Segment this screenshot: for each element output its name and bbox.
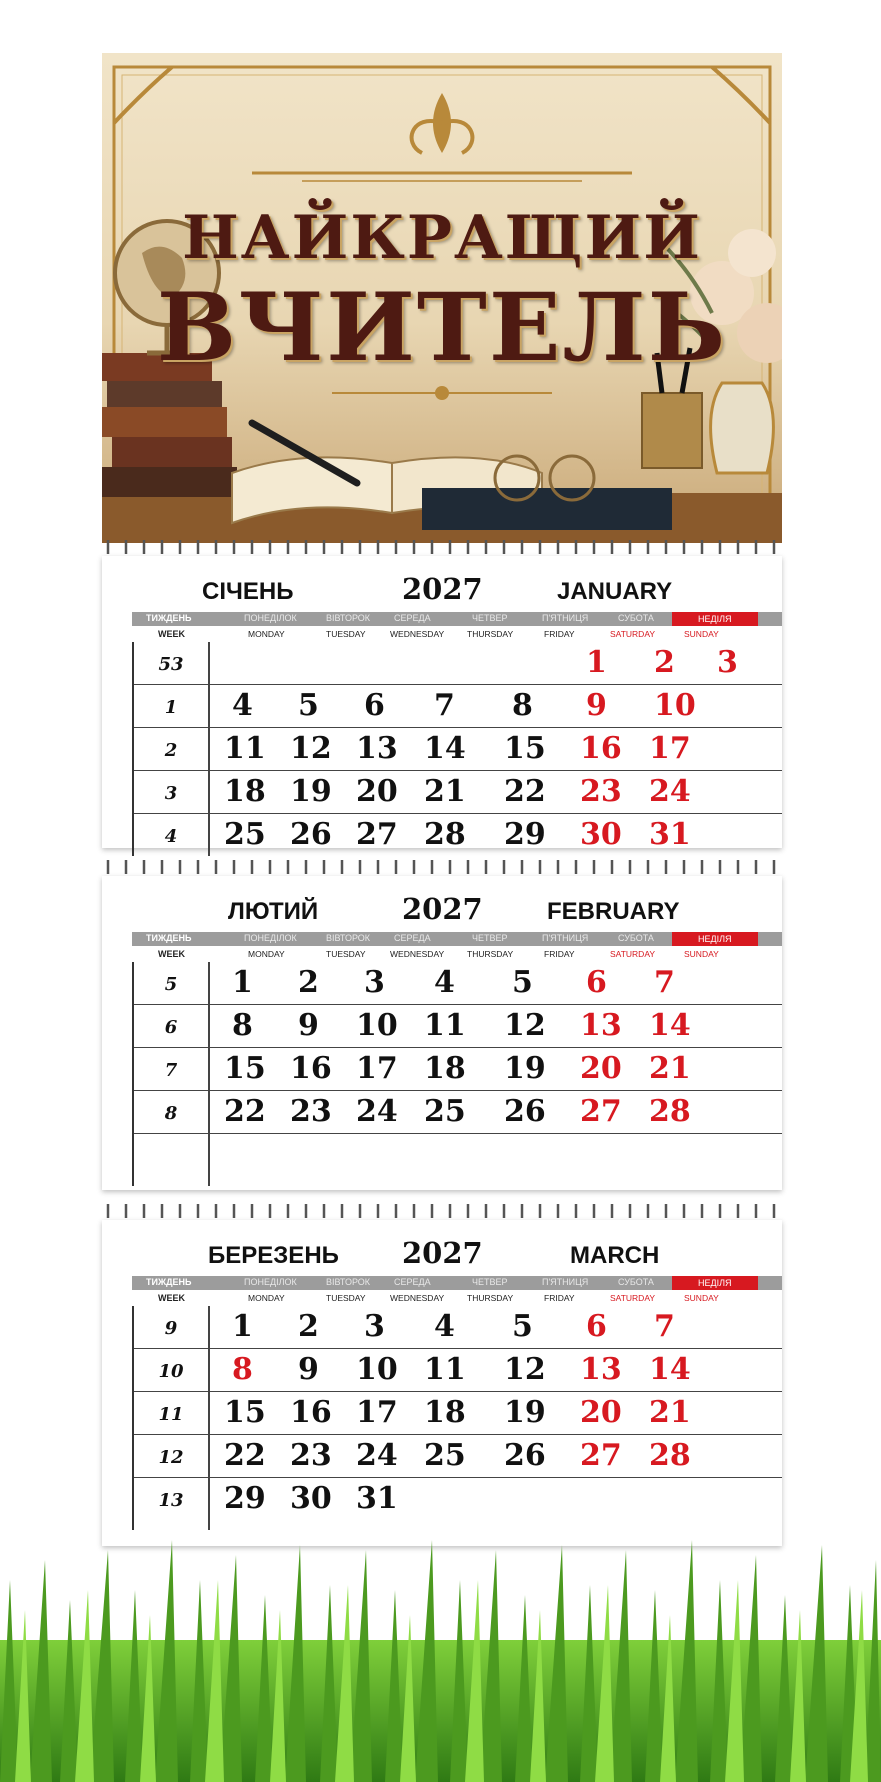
- weekday-en: TUESDAY: [326, 1293, 366, 1303]
- day-cell[interactable]: 10: [356, 1352, 398, 1387]
- day-cell[interactable]: 11: [424, 1008, 466, 1043]
- month-name-en: JANUARY: [557, 578, 673, 605]
- day-cell[interactable]: 9: [298, 1008, 319, 1043]
- weekday-ua: П'ЯТНИЦЯ: [542, 1277, 589, 1287]
- weekday-ua: НЕДІЛЯ: [672, 612, 758, 626]
- week-label-ua: ТИЖДЕНЬ: [146, 1277, 192, 1287]
- day-cell[interactable]: 1: [232, 965, 253, 1000]
- header-title-line1: НАЙКРАЩИЙ: [182, 203, 702, 273]
- weekday-en: THURSDAY: [467, 1293, 514, 1303]
- weekday-en: THURSDAY: [467, 949, 514, 959]
- day-cell[interactable]: 1: [586, 645, 607, 680]
- weekday-ua: ЧЕТВЕР: [472, 933, 508, 943]
- weekday-ua: ПОНЕДІЛОК: [244, 613, 297, 623]
- grass-illustration: [0, 1520, 881, 1782]
- month-name-ua: СІЧЕНЬ: [202, 578, 294, 605]
- weekday-en: TUESDAY: [326, 949, 366, 959]
- day-cell[interactable]: 26: [290, 817, 332, 852]
- day-cell[interactable]: 25: [424, 1094, 466, 1129]
- week-label-ua: ТИЖДЕНЬ: [146, 933, 192, 943]
- day-cell[interactable]: 15: [224, 1051, 266, 1086]
- day-cell[interactable]: 14: [649, 1008, 691, 1043]
- day-cell[interactable]: 29: [504, 817, 546, 852]
- day-cell[interactable]: 12: [504, 1352, 546, 1387]
- week-label-ua: ТИЖДЕНЬ: [146, 613, 192, 623]
- weekday-ua: СЕРЕДА: [394, 613, 431, 623]
- weekday-en: SUNDAY: [684, 629, 719, 639]
- day-cell[interactable]: 11: [424, 1352, 466, 1387]
- day-cell[interactable]: 17: [356, 1395, 398, 1430]
- week-row: [134, 1306, 782, 1349]
- week-number: 12: [158, 1447, 184, 1468]
- day-cell[interactable]: 9: [298, 1352, 319, 1387]
- week-label-en: WEEK: [158, 629, 185, 639]
- day-cell[interactable]: 25: [424, 1438, 466, 1473]
- weekday-ua: ЧЕТВЕР: [472, 613, 508, 623]
- day-cell[interactable]: 8: [232, 1352, 253, 1387]
- weekday-en: FRIDAY: [544, 949, 575, 959]
- week-number: 7: [164, 1060, 178, 1081]
- week-number: 6: [164, 1017, 178, 1038]
- day-cell[interactable]: 20: [580, 1395, 622, 1430]
- day-cell[interactable]: 1: [232, 1309, 253, 1344]
- day-cell[interactable]: 17: [649, 731, 691, 766]
- binding-spiral: [100, 1200, 782, 1222]
- day-cell[interactable]: 19: [290, 774, 332, 809]
- week-number: 13: [158, 1490, 184, 1511]
- week-row-empty: [134, 1134, 782, 1186]
- day-cell[interactable]: 16: [290, 1395, 332, 1430]
- weekday-ua: НЕДІЛЯ: [672, 932, 758, 946]
- day-cell[interactable]: 9: [586, 688, 607, 723]
- weekday-ua: ВІВТОРОК: [326, 613, 371, 623]
- month-february: [102, 876, 782, 1190]
- weekday-ua: СУБОТА: [618, 613, 654, 623]
- week-number: 10: [158, 1361, 184, 1382]
- month-name-ua: БЕРЕЗЕНЬ: [208, 1242, 339, 1269]
- day-cell[interactable]: 13: [580, 1008, 622, 1043]
- day-cell[interactable]: 15: [504, 731, 546, 766]
- day-cell[interactable]: 5: [512, 1309, 533, 1344]
- weekday-ua: ВІВТОРОК: [326, 1277, 371, 1287]
- weekday-en: THURSDAY: [467, 629, 514, 639]
- weekday-ua: ПОНЕДІЛОК: [244, 1277, 297, 1287]
- day-cell[interactable]: 19: [504, 1051, 546, 1086]
- day-cell[interactable]: 21: [649, 1051, 691, 1086]
- day-cell[interactable]: 31: [356, 1481, 398, 1516]
- header-title-line2: ВЧИТЕЛЬ: [156, 273, 728, 383]
- weekday-ua: СЕРЕДА: [394, 933, 431, 943]
- weekday-ua: НЕДІЛЯ: [672, 1276, 758, 1290]
- week-row: [134, 771, 782, 814]
- header-picture: [102, 53, 782, 543]
- day-cell[interactable]: 3: [364, 965, 385, 1000]
- weekday-en: MONDAY: [248, 949, 285, 959]
- week-row: [134, 1048, 782, 1091]
- day-cell[interactable]: 2: [298, 965, 319, 1000]
- day-cell[interactable]: 23: [290, 1438, 332, 1473]
- day-cell[interactable]: 21: [649, 1395, 691, 1430]
- day-cell[interactable]: 30: [290, 1481, 332, 1516]
- week-row: [134, 962, 782, 1005]
- day-cell[interactable]: 8: [512, 688, 533, 723]
- weekday-en: MONDAY: [248, 629, 285, 639]
- weekday-en: TUESDAY: [326, 629, 366, 639]
- week-number: 4: [164, 826, 178, 847]
- day-cell[interactable]: 13: [356, 731, 398, 766]
- day-cell[interactable]: 10: [654, 688, 696, 723]
- day-cell[interactable]: 3: [717, 645, 738, 680]
- weekday-en: WEDNESDAY: [390, 629, 445, 639]
- day-cell[interactable]: 19: [504, 1395, 546, 1430]
- weekday-en: SATURDAY: [610, 1293, 656, 1303]
- day-cell[interactable]: 22: [504, 774, 546, 809]
- month-name-en: MARCH: [570, 1242, 660, 1269]
- weekday-ua: ВІВТОРОК: [326, 933, 371, 943]
- day-cell[interactable]: 16: [290, 1051, 332, 1086]
- day-cell[interactable]: 31: [649, 817, 691, 852]
- week-label-en: WEEK: [158, 949, 185, 959]
- day-cell[interactable]: 3: [364, 1309, 385, 1344]
- week-number: 2: [164, 740, 178, 761]
- day-cell[interactable]: 24: [649, 774, 691, 809]
- week-number: 8: [164, 1103, 178, 1124]
- day-cell[interactable]: 23: [290, 1094, 332, 1129]
- weekday-header-ua: [132, 932, 782, 946]
- day-cell[interactable]: 20: [580, 1051, 622, 1086]
- week-row: [134, 1349, 782, 1392]
- day-cell[interactable]: 7: [434, 688, 455, 723]
- weekday-en: WEDNESDAY: [390, 1293, 445, 1303]
- days-grid: [132, 962, 782, 1186]
- day-cell[interactable]: 4: [434, 965, 455, 1000]
- day-cell[interactable]: 30: [580, 817, 622, 852]
- week-label-en: WEEK: [158, 1293, 185, 1303]
- week-number: 9: [164, 1318, 178, 1339]
- weekday-ua: П'ЯТНИЦЯ: [542, 933, 589, 943]
- day-cell[interactable]: 23: [580, 774, 622, 809]
- day-cell[interactable]: 27: [356, 817, 398, 852]
- weekday-ua: СУБОТА: [618, 1277, 654, 1287]
- day-cell[interactable]: 29: [224, 1481, 266, 1516]
- day-cell[interactable]: 24: [356, 1438, 398, 1473]
- day-cell[interactable]: 18: [424, 1395, 466, 1430]
- weekday-en: FRIDAY: [544, 629, 575, 639]
- weekday-ua: СУБОТА: [618, 933, 654, 943]
- day-cell[interactable]: 2: [298, 1309, 319, 1344]
- day-cell[interactable]: 26: [504, 1094, 546, 1129]
- day-cell[interactable]: 6: [364, 688, 385, 723]
- week-row: [134, 814, 782, 856]
- day-cell[interactable]: 16: [580, 731, 622, 766]
- days-grid: [132, 1306, 782, 1530]
- day-cell[interactable]: 12: [290, 731, 332, 766]
- week-number: 11: [158, 1404, 184, 1425]
- weekday-en: SATURDAY: [610, 629, 656, 639]
- day-cell[interactable]: 14: [424, 731, 466, 766]
- day-cell[interactable]: 10: [356, 1008, 398, 1043]
- month-january: [102, 556, 782, 852]
- day-cell[interactable]: 22: [224, 1438, 266, 1473]
- binding-spiral: [100, 536, 782, 558]
- day-cell[interactable]: 12: [504, 1008, 546, 1043]
- week-row: [134, 1392, 782, 1435]
- day-cell[interactable]: 25: [224, 817, 266, 852]
- weekday-en: FRIDAY: [544, 1293, 575, 1303]
- day-cell[interactable]: 13: [580, 1352, 622, 1387]
- week-row: [134, 642, 782, 685]
- binding-spiral: [100, 856, 782, 878]
- weekday-en: WEDNESDAY: [390, 949, 445, 959]
- weekday-header-en: [102, 1290, 782, 1306]
- week-number: 3: [164, 783, 178, 804]
- week-row: [134, 685, 782, 728]
- day-cell[interactable]: 20: [356, 774, 398, 809]
- week-row: [134, 1005, 782, 1048]
- day-cell[interactable]: 5: [512, 965, 533, 1000]
- month-name-ua: ЛЮТИЙ: [228, 898, 319, 925]
- weekday-ua: ЧЕТВЕР: [472, 1277, 508, 1287]
- weekday-header-ua: [132, 612, 782, 626]
- day-cell[interactable]: 17: [356, 1051, 398, 1086]
- day-cell[interactable]: 22: [224, 1094, 266, 1129]
- day-cell[interactable]: 5: [298, 688, 319, 723]
- day-cell[interactable]: 28: [649, 1438, 691, 1473]
- day-cell[interactable]: 7: [654, 1309, 675, 1344]
- day-cell[interactable]: 7: [654, 965, 675, 1000]
- month-name-en: FEBRUARY: [547, 898, 680, 925]
- week-number: 53: [158, 654, 184, 675]
- weekday-header-en: [102, 626, 782, 642]
- day-cell[interactable]: 18: [224, 774, 266, 809]
- weekday-ua: ПОНЕДІЛОК: [244, 933, 297, 943]
- weekday-en: MONDAY: [248, 1293, 285, 1303]
- month-year: 2027: [402, 892, 483, 926]
- day-cell[interactable]: 4: [232, 688, 253, 723]
- day-cell[interactable]: 27: [580, 1094, 622, 1129]
- day-cell[interactable]: 21: [424, 774, 466, 809]
- day-cell[interactable]: 6: [586, 965, 607, 1000]
- day-cell[interactable]: 18: [424, 1051, 466, 1086]
- day-cell[interactable]: 8: [232, 1008, 253, 1043]
- month-march: [102, 1220, 782, 1546]
- day-cell[interactable]: 15: [224, 1395, 266, 1430]
- week-number: 1: [164, 697, 178, 718]
- weekday-header-en: [102, 946, 782, 962]
- weekday-en: SUNDAY: [684, 1293, 719, 1303]
- days-grid: [132, 642, 782, 856]
- day-cell[interactable]: 27: [580, 1438, 622, 1473]
- day-cell[interactable]: 14: [649, 1352, 691, 1387]
- day-cell[interactable]: 11: [224, 731, 266, 766]
- month-year: 2027: [402, 572, 483, 606]
- week-row: [134, 728, 782, 771]
- day-cell[interactable]: 2: [654, 645, 675, 680]
- day-cell[interactable]: 26: [504, 1438, 546, 1473]
- week-number: 5: [164, 974, 178, 995]
- week-row: [134, 1435, 782, 1478]
- day-cell[interactable]: 24: [356, 1094, 398, 1129]
- weekday-header-ua: [132, 1276, 782, 1290]
- day-cell[interactable]: 6: [586, 1309, 607, 1344]
- weekday-en: SUNDAY: [684, 949, 719, 959]
- day-cell[interactable]: 28: [424, 817, 466, 852]
- weekday-en: SATURDAY: [610, 949, 656, 959]
- week-row: [134, 1091, 782, 1134]
- day-cell[interactable]: 4: [434, 1309, 455, 1344]
- month-year: 2027: [402, 1236, 483, 1270]
- weekday-ua: П'ЯТНИЦЯ: [542, 613, 589, 623]
- day-cell[interactable]: 28: [649, 1094, 691, 1129]
- weekday-ua: СЕРЕДА: [394, 1277, 431, 1287]
